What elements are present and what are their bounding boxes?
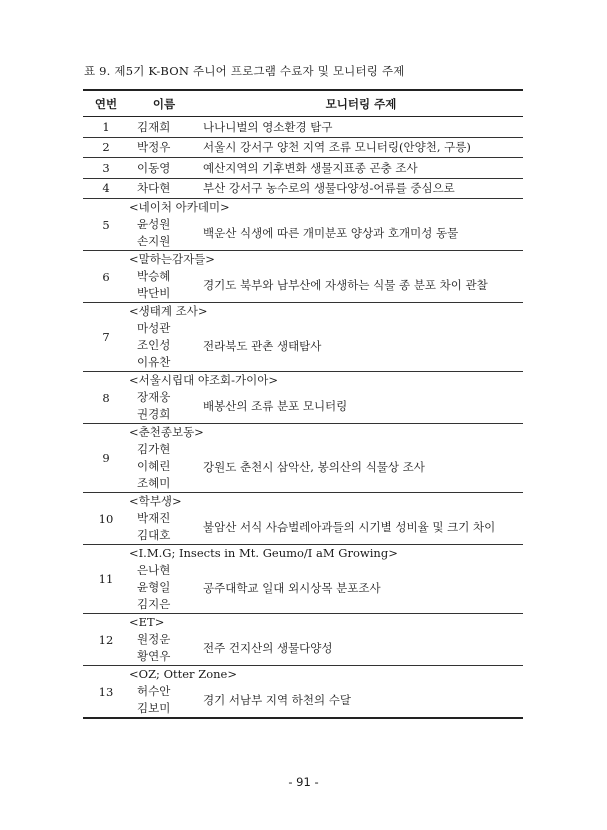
- row-no: 9: [83, 424, 129, 493]
- group-name: <말하는감자들>: [129, 252, 215, 266]
- group-body: [129, 562, 523, 613]
- table-row: [83, 158, 523, 179]
- header-no: 연번: [83, 90, 129, 117]
- group-body: [129, 683, 523, 717]
- group-body: [129, 216, 523, 250]
- row-topic: 전라북도 관촌 생태탐사: [203, 338, 322, 353]
- member-name: 김대호: [137, 528, 171, 542]
- member-name: 이혜린: [137, 459, 171, 473]
- group-body: [129, 631, 523, 665]
- table-row: [83, 303, 523, 372]
- group-name: <학부생>: [129, 494, 182, 508]
- table-row: [83, 199, 523, 251]
- member-name: 마성관: [137, 321, 171, 335]
- row-topic: 부산 강서구 농수로의 생물다양성-어류를 중심으로: [199, 178, 523, 199]
- row-no: 8: [83, 372, 129, 424]
- table-row: [83, 545, 523, 614]
- group-cell: [129, 614, 523, 666]
- group-name: <OZ; Otter Zone>: [129, 667, 237, 681]
- group-members: [129, 510, 199, 544]
- member-name: 조혜미: [137, 476, 171, 490]
- row-no: 5: [83, 199, 129, 251]
- member-name: 손지원: [137, 234, 171, 248]
- row-topic: 예산지역의 기후변화 생물지표종 곤충 조사: [199, 158, 523, 179]
- row-topic: 배봉산의 조류 분포 모니터링: [203, 399, 348, 413]
- group-body: [129, 510, 523, 544]
- page-number: - 91 -: [288, 775, 319, 789]
- row-no: 12: [83, 614, 129, 666]
- group-cell: [129, 251, 523, 303]
- member-name: 권경희: [137, 407, 171, 421]
- table-row: [83, 493, 523, 545]
- group-members: [129, 441, 199, 492]
- group-body: [129, 441, 523, 492]
- member-name: 박승혜: [137, 269, 171, 283]
- group-members: [129, 683, 199, 717]
- row-no: 11: [83, 545, 129, 614]
- member-name: 허수안: [137, 684, 171, 698]
- row-name: 이동영: [129, 158, 199, 179]
- member-name: 황연우: [137, 649, 171, 663]
- row-name: 김재희: [129, 117, 199, 138]
- group-cell: [129, 372, 523, 424]
- row-no: 13: [83, 666, 129, 719]
- group-cell: [129, 493, 523, 545]
- participants-table: [83, 89, 523, 719]
- group-body: [129, 268, 523, 302]
- row-name: 차다현: [129, 178, 199, 199]
- row-topic: 공주대학교 일대 외시상목 분포조사: [203, 580, 381, 595]
- table-row: [83, 666, 523, 719]
- group-name: <춘천종보동>: [129, 425, 204, 439]
- row-topic: 불암산 서식 사슴벌레아과들의 시기별 성비율 및 크기 차이: [203, 520, 496, 534]
- row-topic: 경기 서남부 지역 하천의 수달: [203, 693, 351, 707]
- row-no: 2: [83, 137, 129, 158]
- member-name: 장재웅: [137, 390, 171, 404]
- group-name: <I.M.G; Insects in Mt. Geumo/I aM Growing>: [129, 546, 398, 560]
- group-members: [129, 562, 199, 613]
- row-topic: 강원도 춘천시 삼악산, 봉의산의 식물상 조사: [203, 459, 425, 474]
- member-name: 박단비: [137, 286, 171, 300]
- table-row: [83, 251, 523, 303]
- table-row: [83, 178, 523, 199]
- group-name: <서울시립대 야조회-가이아>: [129, 373, 279, 387]
- row-topic: 백운산 식생에 따른 개미분포 양상과 호개미성 동물: [203, 226, 459, 240]
- table-row: [83, 372, 523, 424]
- member-name: 윤형일: [137, 580, 171, 594]
- row-topic: 전주 건지산의 생물다양성: [203, 641, 333, 655]
- member-name: 은나현: [137, 563, 171, 577]
- row-no: 10: [83, 493, 129, 545]
- group-members: [129, 268, 199, 302]
- group-cell: [129, 199, 523, 251]
- member-name: 조인성: [137, 338, 171, 352]
- table-row: [83, 614, 523, 666]
- row-topic: 경기도 북부와 남부산에 자생하는 식물 종 분포 차이 관찰: [203, 278, 488, 292]
- row-topic: 나나니벌의 영소환경 탐구: [199, 117, 523, 138]
- group-body: [129, 389, 523, 423]
- group-name: <생태계 조사>: [129, 304, 208, 318]
- group-cell: [129, 545, 523, 614]
- group-body: [129, 320, 523, 371]
- group-members: [129, 389, 199, 423]
- table-body: [83, 117, 523, 719]
- group-members: [129, 320, 199, 371]
- table-row: [83, 137, 523, 158]
- table-row: [83, 117, 523, 138]
- group-name: <네이처 아카데미>: [129, 200, 230, 214]
- member-name: 윤성원: [137, 217, 171, 231]
- table-header-row: [83, 90, 523, 117]
- member-name: 김지은: [137, 597, 171, 611]
- row-name: 박정우: [129, 137, 199, 158]
- group-cell: [129, 424, 523, 493]
- row-no: 4: [83, 178, 129, 199]
- header-name: 이름: [129, 90, 199, 117]
- row-no: 7: [83, 303, 129, 372]
- member-name: 김보미: [137, 701, 171, 715]
- table-caption: 표 9. 제5기 K-BON 주니어 프로그램 수료자 및 모니터링 주제: [84, 64, 405, 78]
- header-topic: 모니터링 주제: [199, 90, 523, 117]
- table-row: [83, 424, 523, 493]
- row-topic: 서울시 강서구 양천 지역 조류 모니터링(안양천, 구릉): [199, 137, 523, 158]
- row-no: 3: [83, 158, 129, 179]
- group-cell: [129, 666, 523, 719]
- member-name: 김가현: [137, 442, 171, 456]
- row-no: 1: [83, 117, 129, 138]
- member-name: 이유찬: [137, 355, 171, 369]
- row-no: 6: [83, 251, 129, 303]
- member-name: 원정운: [137, 632, 171, 646]
- group-members: [129, 216, 199, 250]
- group-name: <ET>: [129, 615, 165, 629]
- member-name: 박재진: [137, 511, 171, 525]
- group-cell: [129, 303, 523, 372]
- group-members: [129, 631, 199, 665]
